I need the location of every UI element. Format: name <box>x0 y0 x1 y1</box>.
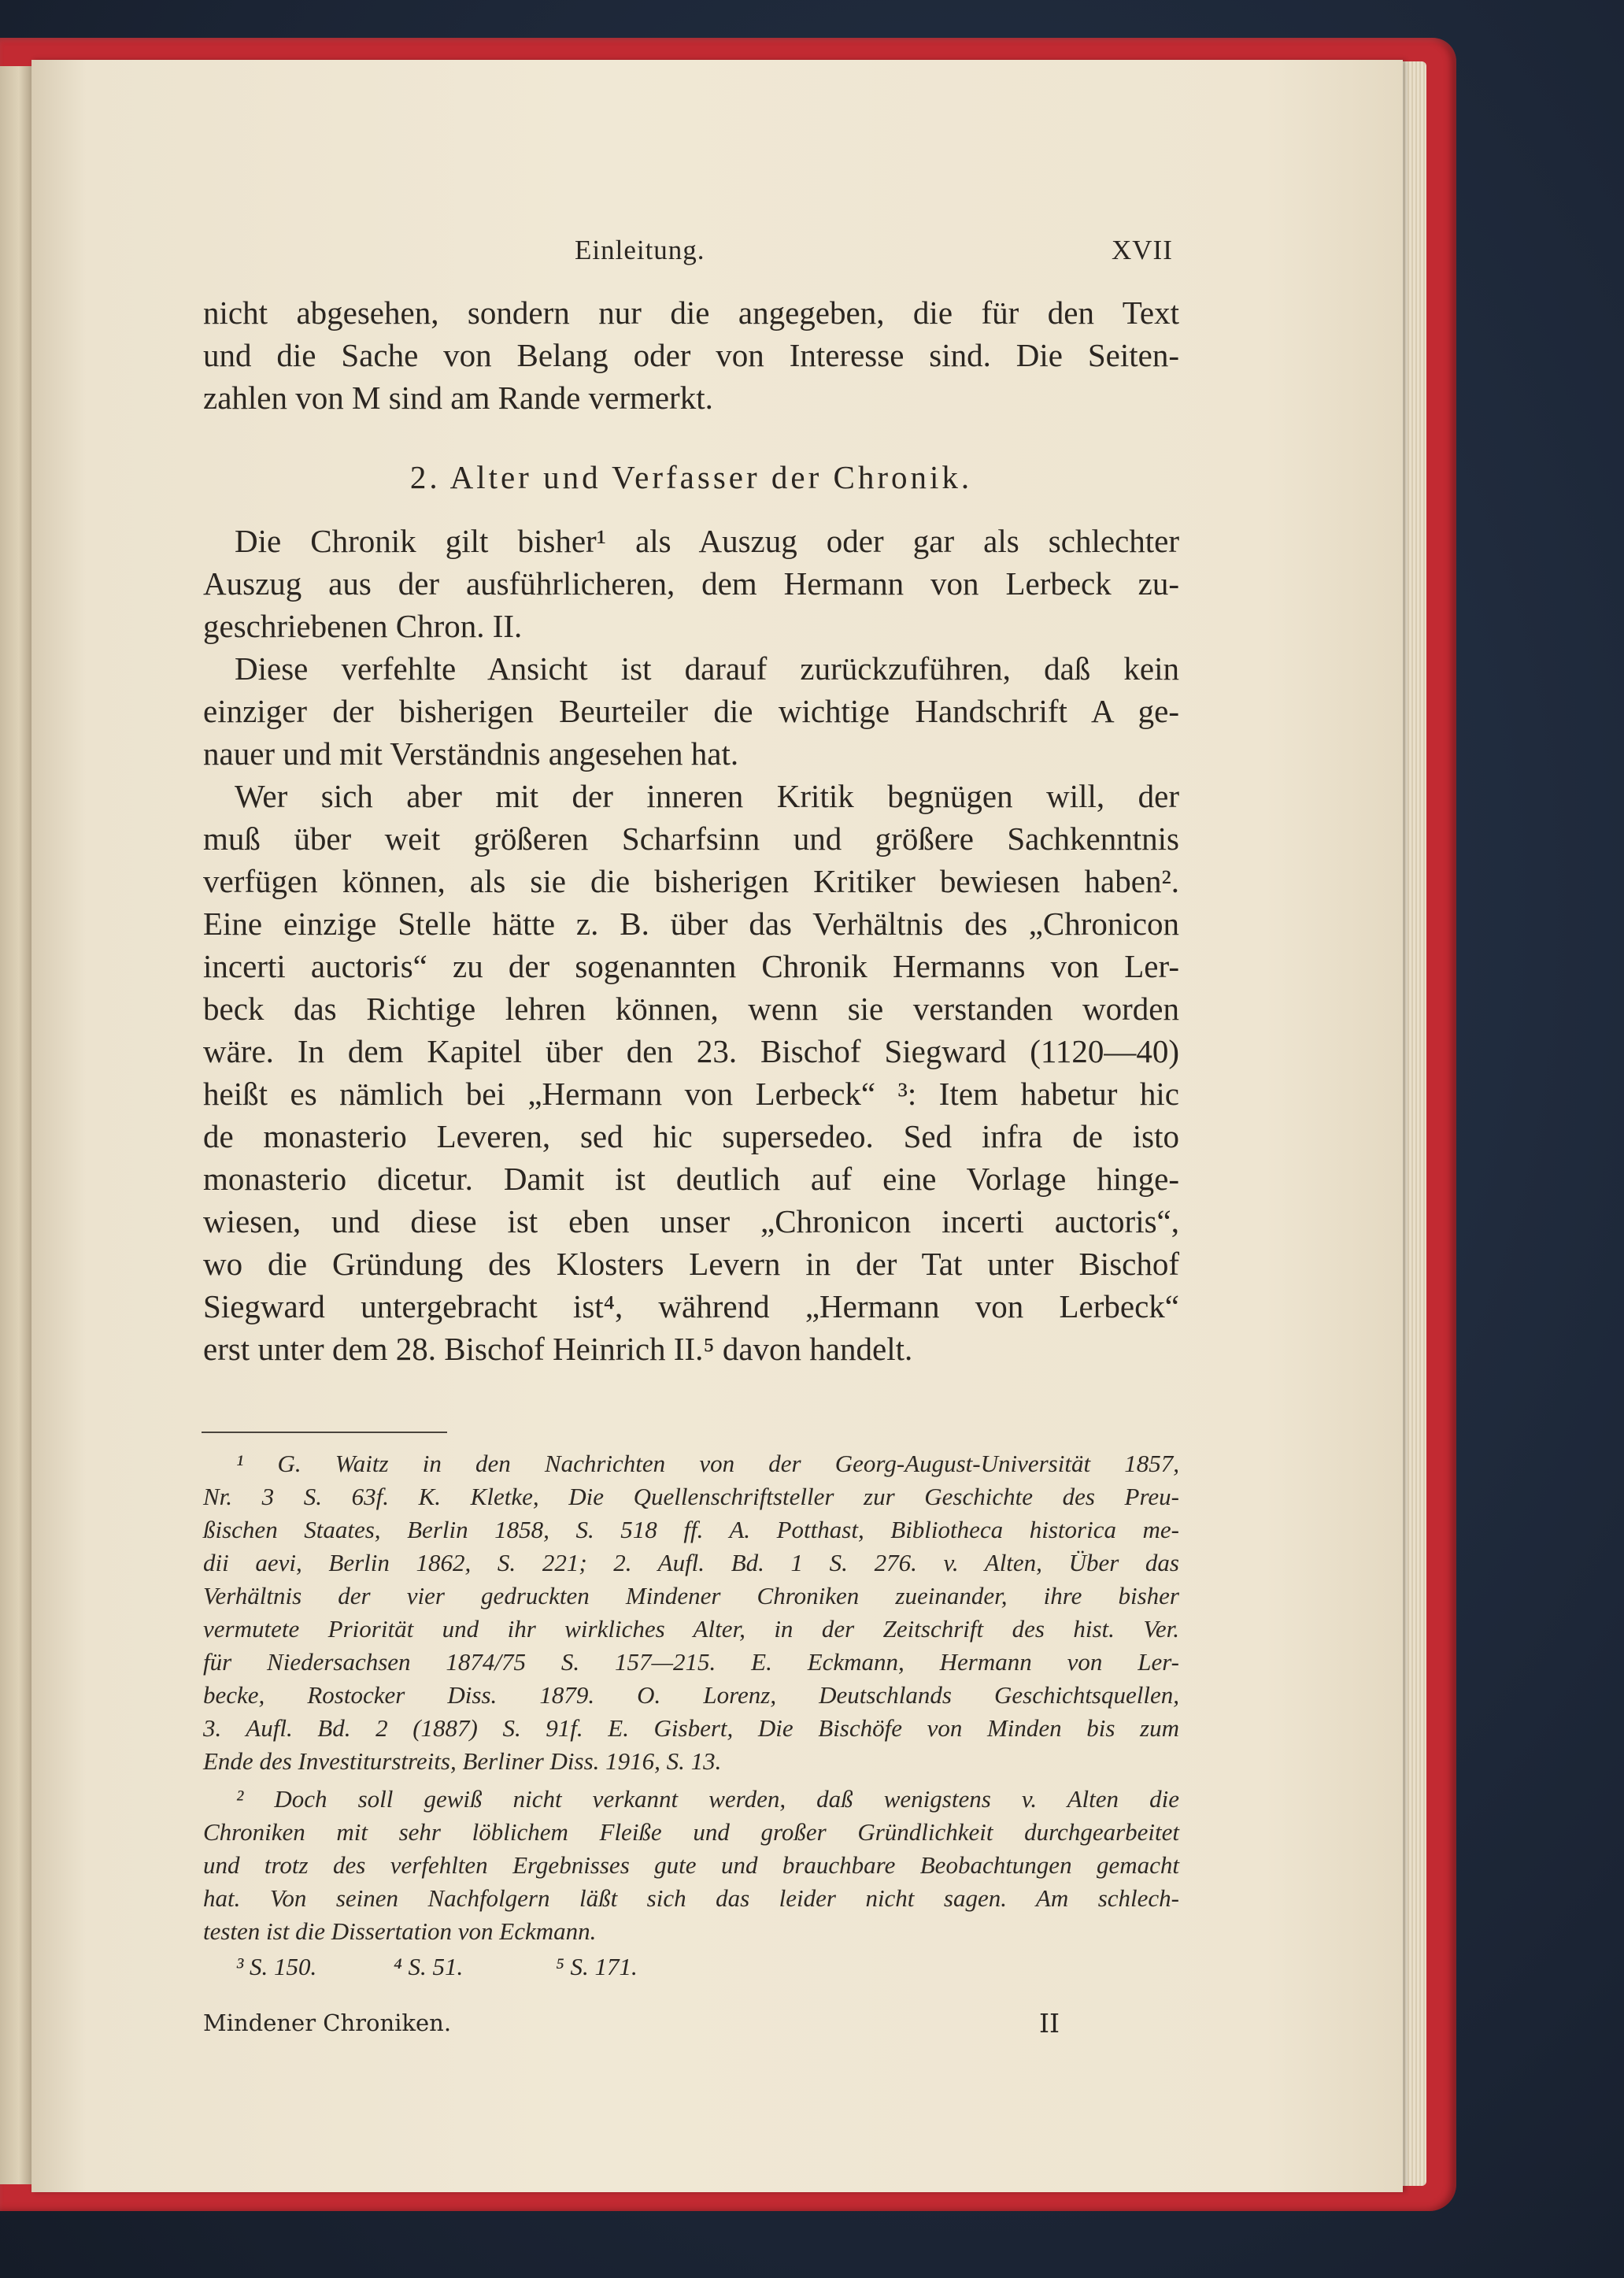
footnote-3: ³ S. 150. <box>236 1953 317 1980</box>
footnote-line: Nr. 3 S. 63f. K. Kletke, Die Quellenschriftsteller zur Geschichte des Preu- <box>203 1483 1179 1510</box>
footnote-line: ¹ G. Waitz in den Nachrichten von der Georg-August-Universität 1857, <box>236 1450 1179 1477</box>
footnote-line: Verhältnis der vier gedruckten Mindener Chroniken zueinander, ihre bisher <box>203 1582 1179 1609</box>
body-line: incerti auctoris“ zu der sogenannten Chronik Hermanns von Ler- <box>203 948 1179 984</box>
body-line: heißt es nämlich bei „Hermann von Lerbeck“ ³: Item habetur hic <box>203 1076 1179 1112</box>
body-line: muß über weit größeren Scharfsinn und größere Sachkenntnis <box>203 820 1179 857</box>
body-line: zahlen von M sind am Rande vermerkt. <box>203 380 713 416</box>
footnote-line: becke, Rostocker Diss. 1879. O. Lorenz, Deutschlands Geschichtsquellen, <box>203 1681 1179 1709</box>
book-page <box>31 60 1403 2192</box>
signature-right: II <box>1039 2008 1060 2039</box>
body-line: wäre. In dem Kapitel über den 23. Bischof Siegward (1120—40) <box>203 1033 1179 1069</box>
body-line: Eine einzige Stelle hätte z. B. über das Verhältnis des „Chronicon <box>203 906 1179 942</box>
footnote-line: Chroniken mit sehr löblichem Fleiße und großer Gründlichkeit durchgearbeitet <box>203 1818 1179 1846</box>
body-line: verfügen können, als sie die bisherigen Kritiker bewiesen haben². <box>203 863 1179 899</box>
footnote-line: hat. Von seinen Nachfolgern läßt sich das leider nicht sagen. Am schlech- <box>203 1884 1179 1912</box>
footnote-line: testen ist die Dissertation von Eckmann. <box>203 1917 597 1945</box>
body-line: wo die Gründung des Klosters Levern in der Tat unter Bischof <box>203 1246 1179 1282</box>
body-line: Wer sich aber mit der inneren Kritik begnügen will, der <box>235 778 1179 814</box>
body-line: Diese verfehlte Ansicht ist darauf zurückzuführen, daß kein <box>235 650 1179 687</box>
body-line: nicht abgesehen, sondern nur die angegeben, die für den Text <box>203 294 1179 331</box>
body-line: Auszug aus der ausführlicheren, dem Hermann von Lerbeck zu- <box>203 565 1179 602</box>
footnote-line: dii aevi, Berlin 1862, S. 221; 2. Aufl. Bd. 1 S. 276. v. Alten, Über das <box>203 1549 1179 1576</box>
footnote-line: Ende des Investiturstreits, Berliner Diss. 1916, S. 13. <box>203 1747 722 1775</box>
section-heading: 2. Alter und Verfasser der Chronik. <box>409 459 973 495</box>
footnote-line: und trotz des verfehlten Ergebnisses gute und brauchbare Beobachtungen gemacht <box>203 1851 1179 1879</box>
signature-left: Mindener Chroniken. <box>203 2009 452 2036</box>
body-line: monasterio dicetur. Damit ist deutlich auf eine Vorlage hinge- <box>203 1161 1179 1197</box>
body-line: Siegward untergebracht ist⁴, während „Hermann von Lerbeck“ <box>203 1288 1179 1324</box>
body-line: erst unter dem 28. Bischof Heinrich II.⁵ davon handelt. <box>203 1331 913 1367</box>
body-line: und die Sache von Belang oder von Interesse sind. Die Seiten- <box>203 337 1179 373</box>
footnote-line: für Niedersachsen 1874/75 S. 157—215. E. Eckmann, Hermann von Ler- <box>203 1648 1179 1676</box>
footnote-5: ⁵ S. 171. <box>556 1953 638 1980</box>
body-line: de monasterio Leveren, sed hic supersedeo. Sed infra de isto <box>203 1118 1179 1154</box>
left-page-edge <box>0 66 31 2184</box>
footnote-rule <box>202 1432 447 1433</box>
body-line: wiesen, und diese ist eben unser „Chronicon incerti auctoris“, <box>203 1203 1179 1239</box>
body-line: einziger der bisherigen Beurteiler die wichtige Handschrift A ge- <box>203 693 1179 729</box>
footnote-line: ² Doch soll gewiß nicht verkannt werden, daß wenigstens v. Alten die <box>236 1785 1179 1813</box>
running-head-title: Einleitung. <box>575 235 705 265</box>
body-line: geschriebenen Chron. II. <box>203 608 523 644</box>
running-head-page-number: XVII <box>1112 235 1173 265</box>
body-line: nauer und mit Verständnis angesehen hat. <box>203 735 739 772</box>
body-line: beck das Richtige lehren können, wenn sie verstanden worden <box>203 991 1179 1027</box>
body-line: Die Chronik gilt bisher¹ als Auszug oder gar als schlechter <box>235 523 1179 559</box>
footnote-line: 3. Aufl. Bd. 2 (1887) S. 91f. E. Gisbert, Die Bischöfe von Minden bis zum <box>203 1714 1179 1742</box>
footnote-line: ßischen Staates, Berlin 1858, S. 518 ff. A. Potthast, Bibliotheca historica me- <box>203 1516 1179 1543</box>
footnote-line: vermutete Priorität und ihr wirkliches Alter, in der Zeitschrift des hist. Ver. <box>203 1615 1179 1643</box>
footnote-4: ⁴ S. 51. <box>394 1953 464 1980</box>
